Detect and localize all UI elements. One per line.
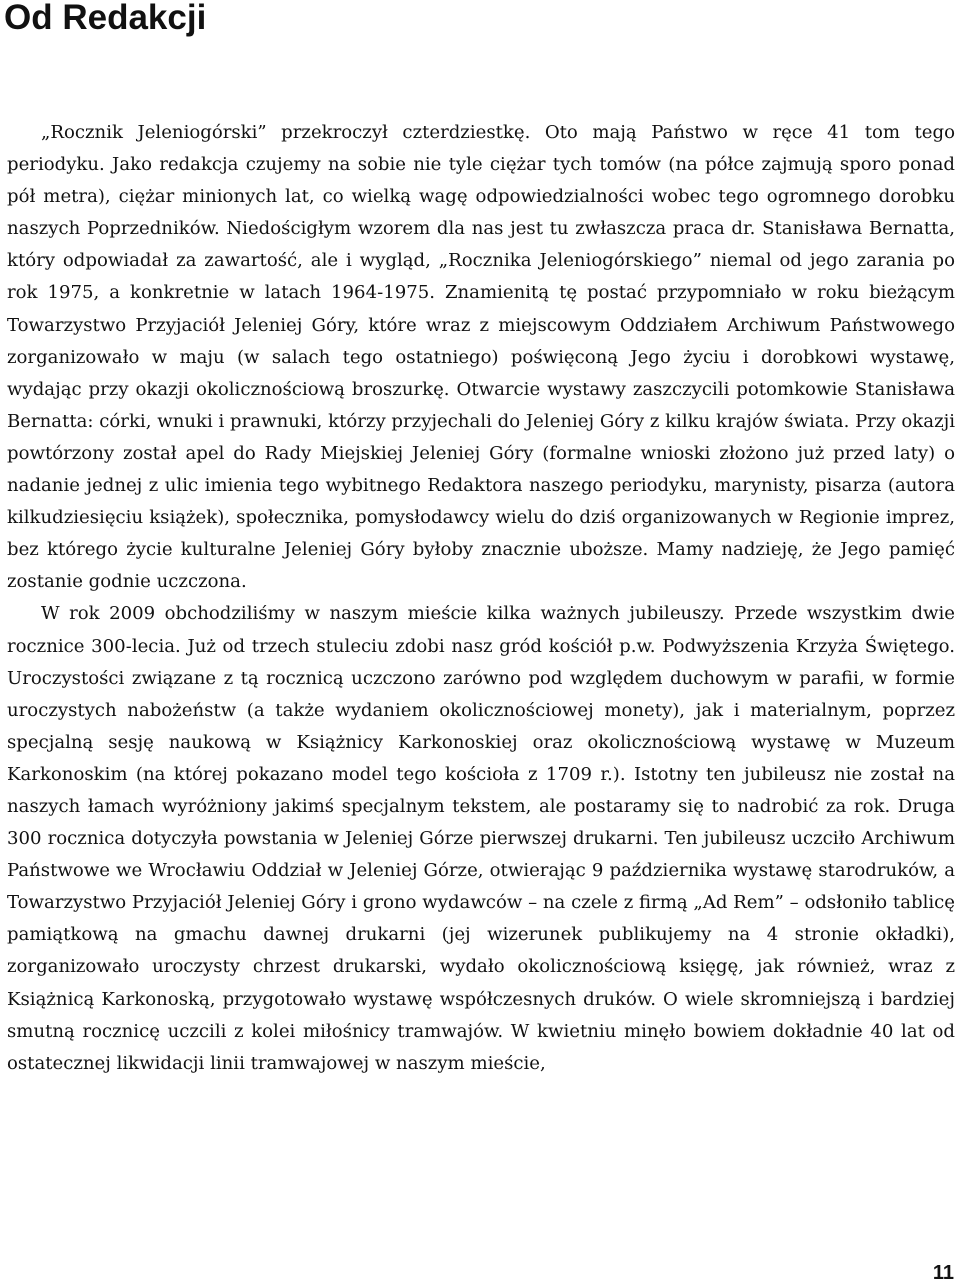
article-body (7, 117, 955, 1080)
page-title: Od Redakcji (4, 0, 207, 37)
paragraph: W rok 2009 obchodziliśmy w naszym mieście kilka ważnych jubileuszy. Przede wszystkim dwie rocznice 300-lecia. Już od trzech stuleciu zdobi nasz gród kościół p.w. Podwyższenia Krzyża Świętego. Uroczystości związane z tą rocznicą uczczono zarówno pod względem duchowym w parafii, w formie uroczystych nabożeństw (a także wydaniem okolicznościowej monety), jak i materialnym, poprzez specjalną sesję naukową w Książnicy Karkonoskiej oraz okolicznościową wystawę w Muzeum Karkonoskim (na której pokazano model tego kościoła z 1709 r.). Istotny ten jubileusz nie został na naszych łamach wyróżniony jakimś specjalnym tekstem, ale postaramy się to nadrobić za rok. Druga 300 rocznica dotyczyła powstania w Jeleniej Górze pierwszej drukarni. Ten jubileusz uczciło Archiwum Państwowe we Wrocławiu Oddział w Jeleniej Górze, otwierając 9 października wystawę starodruków, a Towarzystwo Przyjaciół Jeleniej Góry i grono wydawców – na czele z firmą „Ad Rem” – odsłoniło tablicę pamiątkową na gmachu dawnej drukarni (jej wizerunek publikujemy na 4 stronie okładki), zorganizowało uroczysty chrzest drukarski, wydało okolicznościową księgę, jak również, wraz z Książnicą Karkonoską, przygotowało wystawę współczesnych druków. O wiele skromniejszą i bardziej smutną rocznicę uczcili z kolei miłośnicy tramwajów. W kwietniu minęło bowiem dokładnie 40 lat od ostatecznej likwidacji linii tramwajowej w naszym mieście, (7, 603, 955, 1074)
paragraph: „Rocznik Jeleniogórski” przekroczył czterdziestkę. Oto mają Państwo w ręce 41 tom tego periodyku. Jako redakcja czujemy na sobie nie tyle ciężar tych tomów (na półce zajmują sporo ponad pół metra), ciężar minionych lat, co wielką wagę odpowiedzialności wobec tego ogromnego dorobku naszych Poprzedników. Niedościgłym wzorem dla nas jest tu zwłaszcza praca dr. Stanisława Bernatta, który odpowiadał za zawartość, ale i wygląd, „Rocznika Jeleniogórskiego” niemal od jego zarania po rok 1975, a konkretnie w latach 1964-1975. Znamienitą tę postać przypomniało w roku bieżącym Towarzystwo Przyjaciół Jeleniej Góry, które wraz z miejscowym Oddziałem Archiwum Państwowego zorganizowało w maju (w salach tego ostatniego) poświęconą Jego życiu i dorobkowi wystawę, wydając przy okazji okolicznościową broszurkę. Otwarcie wystawy zaszczycili potomkowie Stanisława Bernatta: córki, wnuki i prawnuki, którzy przyjechali do Jeleniej Góry z kilku krajów świata. Przy okazji powtórzony został apel do Rady Miejskiej Jeleniej Góry (formalne wnioski złożono już przed laty) o nadanie jednej z ulic imienia tego wybitnego Redaktora naszego periodyku, marynisty, pisarza (autora kilkudziesięciu książek), społecznika, pomysłodawcy wielu do dziś organizowanych w Regionie imprez, bez którego życie kulturalne Jeleniej Góry byłoby znacznie uboższe. Mamy nadzieję, że Jego pamięć zostanie godnie uczczona. (7, 122, 955, 593)
page-number: 11 (932, 1262, 954, 1284)
